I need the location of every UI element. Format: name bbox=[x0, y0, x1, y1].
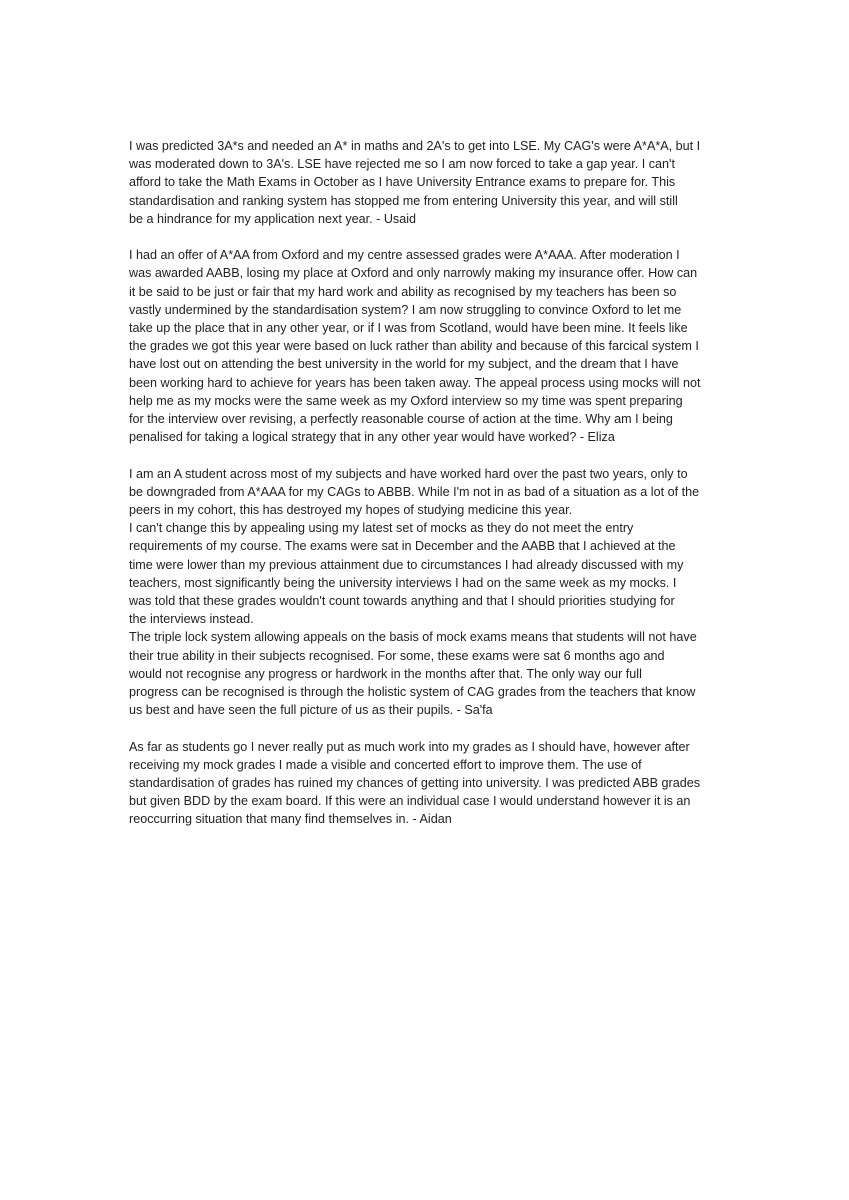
testimonial-paragraph bbox=[129, 465, 729, 520]
text-line: be downgraded from A*AAA for my CAGs to ABBB. While I'm not in as bad of a situation as a lot of the bbox=[129, 484, 700, 499]
text-line: penalised for taking a logical strategy that in any other year would have worked? - Eliza bbox=[129, 430, 615, 445]
text-line: us best and have seen the full picture of us as their pupils. - Sa'fa bbox=[129, 703, 493, 718]
text-line: have lost out on attending the best university in the world for my subject, and the dream that I have bbox=[129, 357, 679, 372]
text-line: I was predicted 3A*s and needed an A* in maths and 2A's to get into LSE. My CAG's were A*A*A, but I bbox=[129, 139, 701, 153]
text-line: take up the place that in any other year, or if I was from Scotland, would have been mine. It feels like bbox=[129, 321, 688, 336]
testimonial-paragraph bbox=[129, 628, 729, 719]
text-line: been working hard to achieve for years has been taken away. The appeal process using mocks will not bbox=[129, 375, 701, 390]
text-line: was moderated down to 3A's. LSE have rejected me so I am now forced to take a gap year. I can't bbox=[129, 157, 675, 172]
text-line: help me as my mocks were the same week as my Oxford interview so my time was spent preparing bbox=[129, 393, 683, 408]
text-line: the interviews instead. bbox=[129, 612, 254, 627]
testimonial-paragraph bbox=[129, 246, 729, 446]
text-line: it be said to be just or fair that my hard work and ability as recognised by my teachers has been so bbox=[129, 284, 677, 299]
text-line: standardisation and ranking system has stopped me from entering University this year, and will still bbox=[129, 193, 678, 208]
text-line: reoccurring situation that many find themselves in. - Aidan bbox=[129, 812, 452, 827]
text-line: peers in my cohort, this has destroyed my hopes of studying medicine this year. bbox=[129, 503, 573, 518]
text-line: for the interview over revising, a perfectly reasonable course of action at the time. Why am I being bbox=[129, 412, 673, 427]
text-line: was told that these grades wouldn't count towards anything and that I should priorities studying for bbox=[129, 594, 675, 609]
text-line: vastly undermined by the standardisation system? I am now struggling to convince Oxford to let me bbox=[129, 302, 682, 317]
testimonial-block bbox=[129, 246, 729, 446]
text-line: requirements of my course. The exams were sat in December and the AABB that I achieved at the bbox=[129, 539, 676, 554]
testimonial-block bbox=[129, 738, 729, 829]
text-line: afford to take the Math Exams in October as I have University Entrance exams to prepare for. This bbox=[129, 175, 676, 190]
text-line: was awarded AABB, losing my place at Oxford and only narrowly making my insurance offer. How can bbox=[129, 266, 698, 281]
testimonial-paragraph bbox=[129, 137, 729, 228]
text-line: the grades we got this year were based on luck rather than ability and because of this farcical system I bbox=[129, 339, 699, 354]
text-line: I can't change this by appealing using my latest set of mocks as they do not meet the entry bbox=[129, 521, 634, 536]
text-line: standardisation of grades has ruined my chances of getting into university. I was predicted ABB grades bbox=[129, 776, 701, 791]
text-line: As far as students go I never really put as much work into my grades as I should have, however after bbox=[129, 739, 690, 754]
text-line: time were lower than my previous attainment due to circumstances I had already discussed with my bbox=[129, 557, 684, 572]
testimonial-paragraph bbox=[129, 738, 729, 829]
text-line: teachers, most significantly being the university interviews I had on the same week as my mocks. I bbox=[129, 575, 677, 590]
text-line: their true ability in their subjects recognised. For some, these exams were sat 6 months ago and bbox=[129, 648, 665, 663]
testimonial-block bbox=[129, 465, 729, 720]
text-line: The triple lock system allowing appeals on the basis of mock exams means that students will not have bbox=[129, 630, 697, 645]
testimonial-paragraph bbox=[129, 519, 729, 628]
text-line: I had an offer of A*AA from Oxford and my centre assessed grades were A*AAA. After moderation I bbox=[129, 248, 680, 263]
text-line: I am an A student across most of my subjects and have worked hard over the past two years, only to bbox=[129, 466, 688, 481]
testimonial-block bbox=[129, 137, 729, 228]
text-line: be a hindrance for my application next year. - Usaid bbox=[129, 211, 417, 226]
text-line: but given BDD by the exam board. If this were an individual case I would understand however it is an bbox=[129, 794, 691, 809]
text-line: receiving my mock grades I made a visible and concerted effort to improve them. The use of bbox=[129, 757, 642, 772]
text-line: progress can be recognised is through the holistic system of CAG grades from the teachers that know bbox=[129, 685, 696, 700]
document-page bbox=[129, 137, 729, 847]
text-line: would not recognise any progress or hardwork in the months after that. The only way our full bbox=[129, 666, 642, 681]
